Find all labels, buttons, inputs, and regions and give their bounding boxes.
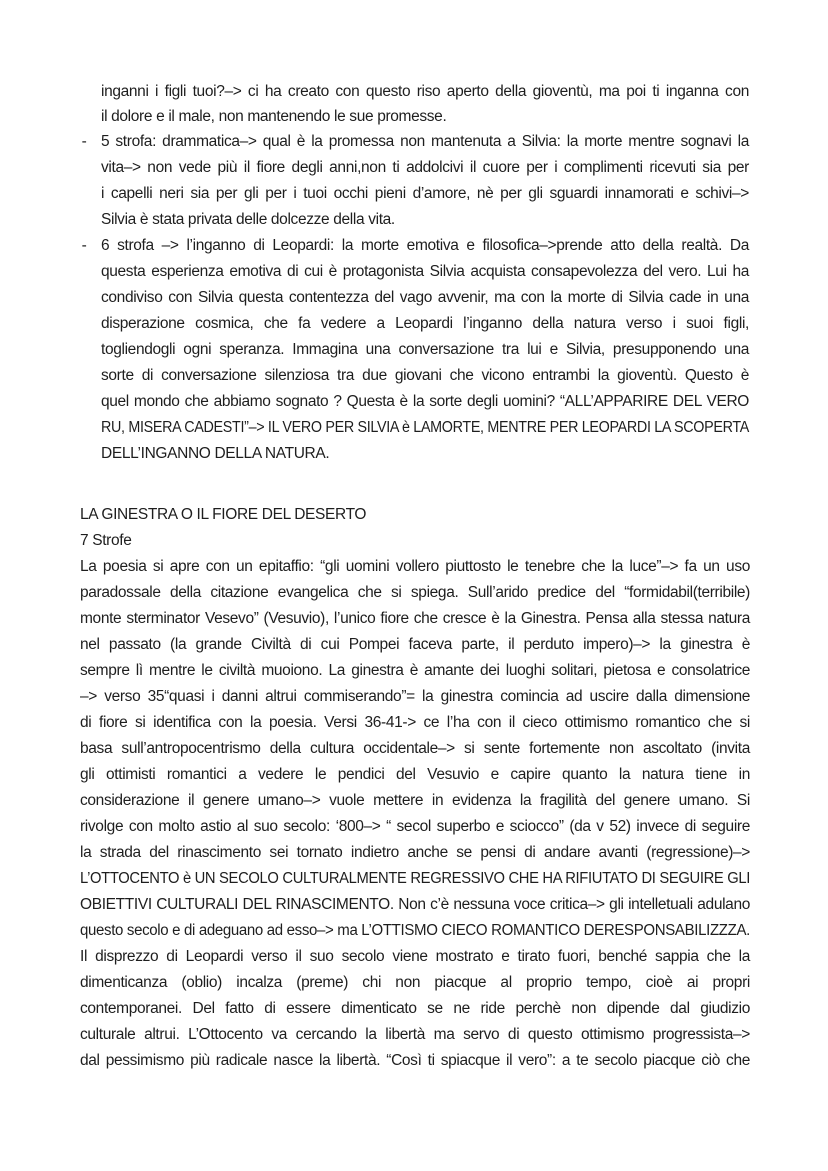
text-line: i capelli neri sia per gli per i tuoi occhi pieni d’amore, nè per gli sguardi innamorati e schivi–> [101, 185, 749, 202]
text-line: vita–> non vede più il fiore degli anni,non ti addolcivi il cuore per i complimenti ricevuti sia per [101, 159, 749, 176]
text-line: La poesia si apre con un epitaffio: “gli uomini vollero piuttosto le tenebre che la luce”–> fa un uso [80, 558, 750, 575]
text-line: sorte di conversazione silenziosa tra due giovani che vicono entrambi la gioventù. Questo è [101, 367, 749, 384]
text-line: Silvia è stata privata delle dolcezze della vita. [101, 211, 395, 228]
section-subtitle: 7 Strofe [80, 532, 132, 549]
text-line: la strada del rinascimento sei tornato indietro anche se pensi di andare avanti (regressione)–> [80, 844, 750, 861]
text-line: di fiore si identifica con la poesia. Versi 36-41-> ce l’ha con il cieco ottimismo romantico che si [80, 714, 750, 731]
text-line: considerazione il genere umano–> vuole mettere in evidenza la fragilità del genere umano. Si [80, 792, 750, 809]
bullet-marker: - [81, 133, 87, 150]
text-line: nel passato (la grande Civiltà di cui Pompei faceva parte, il perduto impero)–> la ginestra è [80, 636, 750, 653]
text-line: Il disprezzo di Leopardi verso il suo secolo viene mostrato e tirato fuori, benché sappia che la [80, 948, 750, 965]
text-line: 6 strofa –> l’inganno di Leopardi: la morte emotiva e filosofica–>prende atto della realtà. Da [101, 237, 749, 254]
text-line: DELL’INGANNO DELLA NATURA. [101, 445, 330, 462]
text-line: paradossale della citazione evangelica che si spiega. Sull’arido predice del “formidabil(terribile) [80, 584, 750, 601]
text-line: –> verso 35“quasi i danni altrui commiserando”= la ginestra comincia ad uscire dalla dimensione [80, 688, 750, 705]
text-line: RU, MISERA CADESTI”–> IL VERO PER SILVIA è LAMORTE, MENTRE PER LEOPARDI LA SCOPERTA [101, 419, 749, 436]
text-line: gli ottimisti romantici a vedere le pendici del Vesuvio e capire quanto la natura tiene in [80, 766, 750, 783]
text-line: contemporanei. Del fatto di essere dimenticato se ne ride perchè non dipende dal giudizio [80, 1000, 750, 1017]
text-line: basa sull’antropocentrismo della cultura occidentale–> si sente fortemente non ascoltato (invita [80, 740, 750, 757]
text-line: disperazione cosmica, che fa vedere a Leopardi l’inganno della natura verso i suoi figli, [101, 315, 749, 332]
bullet-marker: - [81, 237, 87, 254]
text-line: il dolore e il male, non mantenendo le sue promesse. [101, 108, 447, 125]
text-line: sempre lì mentre le civiltà muoiono. La ginestra è amante dei luoghi solitari, pietosa e consolatrice [80, 662, 750, 679]
section-title: LA GINESTRA O IL FIORE DEL DESERTO [80, 506, 367, 523]
text-line: dal pessimismo più radicale nasce la libertà. “Così ti spiacque il vero”: a te secolo piacque ciò che [80, 1052, 750, 1069]
text-line: quel mondo che abbiamo sognato ? Questa è la sorte degli uomini? “ALL’APPARIRE DEL VERO [101, 393, 749, 410]
text-line: 5 strofa: drammatica–> qual è la promessa non mantenuta a Silvia: la morte mentre sognavi la [101, 133, 749, 150]
text-line: L’OTTOCENTO è UN SECOLO CULTURALMENTE REGRESSIVO CHE HA RIFIUTATO DI SEGUIRE GLI [80, 870, 751, 887]
text-line: rivolge con molto astio al suo secolo: ‘800–> “ secol superbo e sciocco” (da v 52) invece di seguire [80, 818, 750, 835]
text-line: inganni i figli tuoi?–> ci ha creato con questo riso aperto della gioventù, ma poi ti inganna con [101, 83, 749, 100]
text-line: culturale altrui. L’Ottocento va cercando la libertà ma servo di questo ottimismo progressista–> [80, 1026, 750, 1043]
text-line: questo secolo e di adeguano ad esso–> ma L’OTTISMO CIECO ROMANTICO DERESPONSABILIZZZA. [80, 922, 750, 939]
text-line: OBIETTIVI CULTURALI DEL RINASCIMENTO. Non c’è nessuna voce critica–> gli intelletuali adulano [80, 896, 750, 913]
text-line: dimenticanza (oblio) incalza (preme) chi non piacque al proprio tempo, cioè ai propri [80, 974, 750, 991]
text-line: togliendogli ogni speranza. Immagina una conversazione tra lui e Silvia, presupponendo una [101, 341, 749, 358]
text-line: monte sterminator Vesevo” (Vesuvio), l’unico fiore che cresce è la Ginestra. Pensa alla stessa natura [80, 610, 750, 627]
text-line: condiviso con Silvia questa contentezza del vago avvenir, ma con la morte di Silvia cade in una [101, 289, 749, 306]
text-line: questa esperienza emotiva di cui è protagonista Silvia acquista consapevolezza del vero. Lui ha [101, 263, 749, 280]
